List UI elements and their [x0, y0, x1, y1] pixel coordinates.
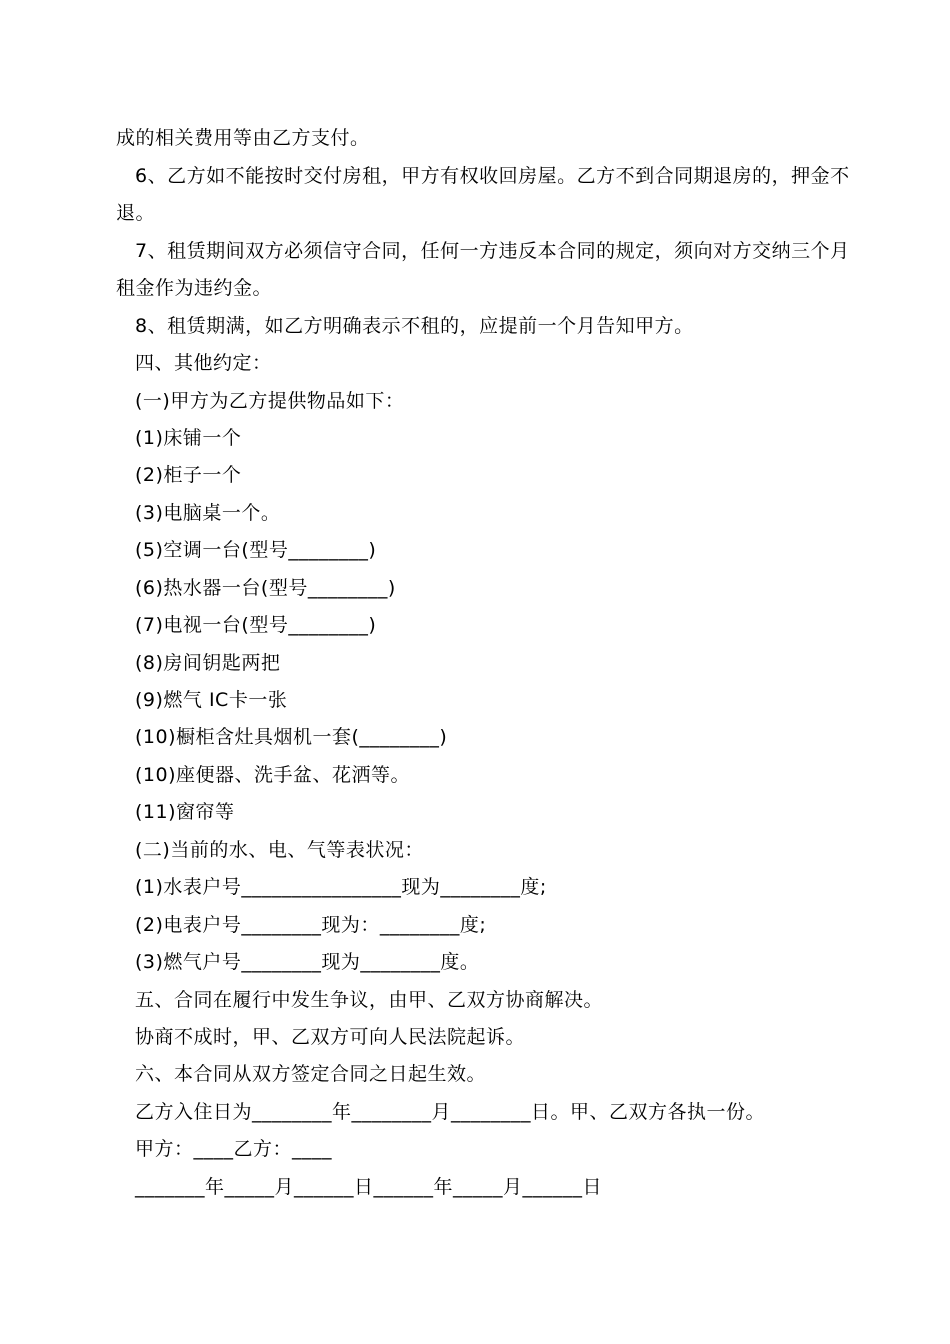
- signature-line: 甲方：____乙方：____: [135, 1138, 333, 1160]
- list-item: (5)空调一台(型号________): [135, 539, 377, 561]
- list-item: (10)座便器、洗手盆、花洒等。: [135, 764, 411, 786]
- paragraph-line: 租金作为违约金。: [116, 277, 273, 299]
- paragraph-line: 协商不成时，甲、乙双方可向人民法院起诉。: [135, 1026, 526, 1048]
- list-item: (11)窗帘等: [135, 801, 235, 823]
- list-item: (8)房间钥匙两把: [135, 652, 281, 674]
- list-item: (3)电脑桌一个。: [135, 502, 281, 524]
- list-item: (2)柜子一个: [135, 464, 242, 486]
- clause-6-line: 6、乙方如不能按时交付房租，甲方有权收回房屋。乙方不到合同期退房的，押金不: [135, 165, 850, 187]
- list-item: (1)床铺一个: [135, 427, 242, 449]
- meter-line: (3)燃气户号________现为________度。: [135, 951, 480, 973]
- clause-8-line: 8、租赁期满，如乙方明确表示不租的，应提前一个月告知甲方。: [135, 315, 694, 337]
- paragraph-line: 成的相关费用等由乙方支付。: [116, 127, 370, 149]
- list-item: (9)燃气 IC卡一张: [135, 689, 288, 711]
- subsection-heading: (二)当前的水、电、气等表状况：: [135, 839, 424, 861]
- subsection-heading: (一)甲方为乙方提供物品如下：: [135, 390, 405, 412]
- list-item: (6)热水器一台(型号________): [135, 577, 396, 599]
- clause-7-line: 7、租赁期间双方必须信守合同，任何一方违反本合同的规定，须向对方交纳三个月: [135, 240, 850, 262]
- section-heading: 五、合同在履行中发生争议，由甲、乙双方协商解决。: [135, 989, 604, 1011]
- meter-line: (2)电表户号________现为：________度;: [135, 914, 487, 936]
- move-in-date-line: 乙方入住日为________年________月________日。甲、乙双方各执一份。: [135, 1101, 766, 1123]
- section-heading: 六、本合同从双方签定合同之日起生效。: [135, 1063, 487, 1085]
- section-heading: 四、其他约定：: [135, 352, 272, 374]
- list-item: (10)橱柜含灶具烟机一套(________): [135, 726, 448, 748]
- meter-line: (1)水表户号________________现为________度;: [135, 876, 547, 898]
- paragraph-line: 退。: [116, 202, 156, 224]
- list-item: (7)电视一台(型号________): [135, 614, 377, 636]
- signature-date-line: _______年_____月______日______年_____月______日: [135, 1176, 603, 1198]
